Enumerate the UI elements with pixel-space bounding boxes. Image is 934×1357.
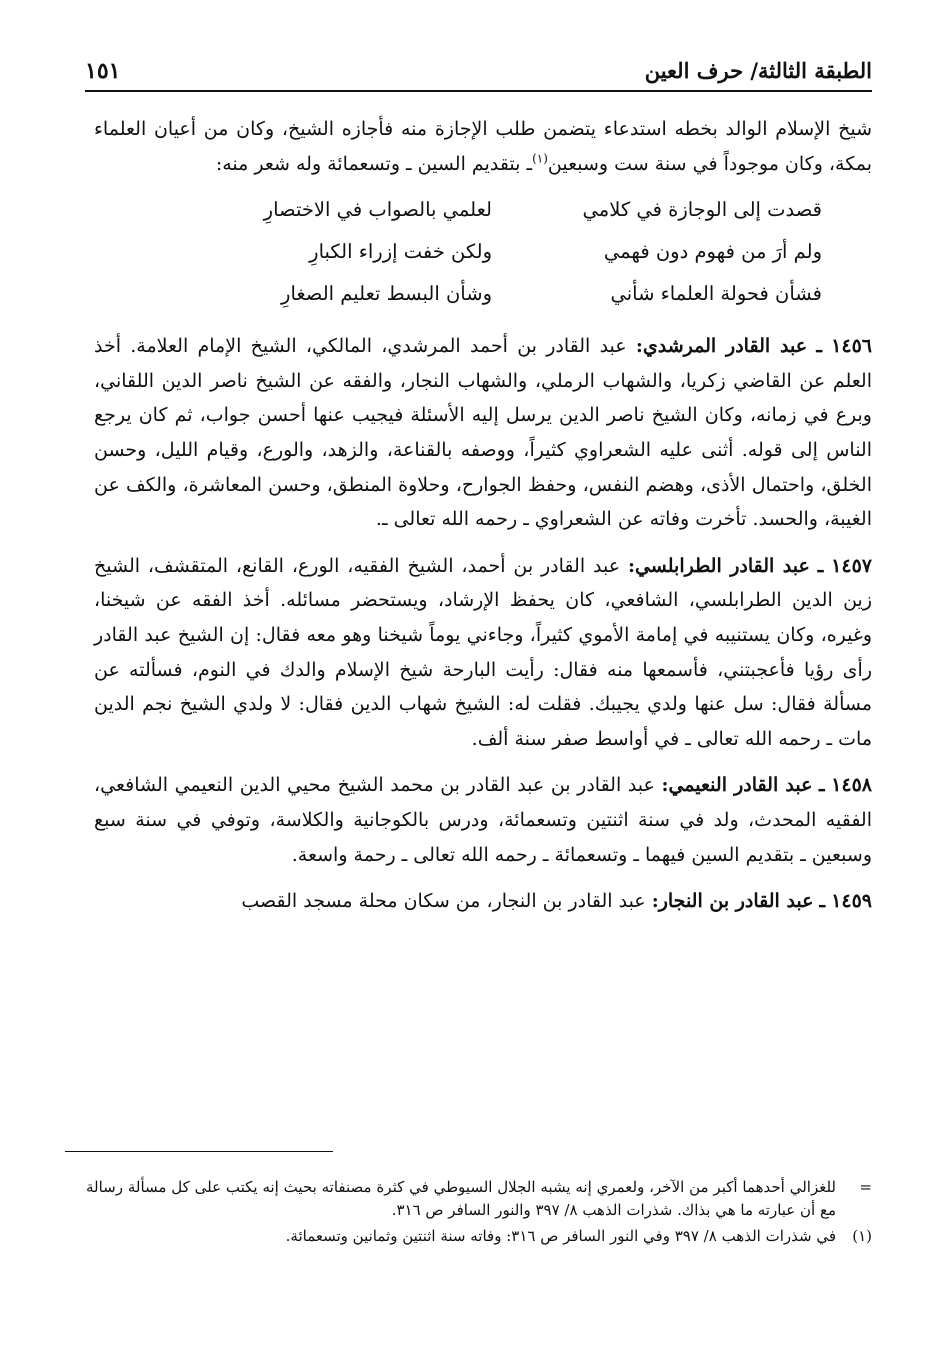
poem	[94, 189, 872, 315]
footnote	[86, 1225, 872, 1248]
footnote-text: في شذرات الذهب ٨/ ٣٩٧ وفي النور السافر ص ٣١٦: وفاته سنة اثنتين وثمانين وتسعمائة.	[285, 1227, 836, 1245]
entry-name: عبد القادر بن النجار:	[651, 890, 814, 913]
biography-entry: ١٤٥٦ ـ عبد القادر المرشدي: عبد القادر بن أحمد المرشدي، المالكي، الشيخ الإمام العلامة. أخذ العلم عن القاضي زكريا، والشهاب الرملي، والشهاب النجار، والفقه عن الشيخ ناصر الدين اللقاني، وبرع في زمانه، وكان الشيخ ناصر الدين يرسل إليه الأسئلة فيجيب عنها أحسن جواب، ثم كان يرجع الناس إلى قوله. أثنى عليه الشعراوي كثيراً، ووصفه بالقناعة، والزهد، والورع، وقيام الليل، وحسن الخلق، واحتمال الأذى، وهضم النفس، وحفظ الجوارح، وحلاوة المنطق، وحسن المعاشرة، والكف عن الغيبة، والحسد. تأخرت وفاته عن الشعراوي ـ رحمه الله تعالى ـ.	[94, 335, 872, 531]
verse-second-hemistich: ولكن خفت إزراء الكبارِ	[309, 240, 492, 264]
intro-paragraph	[94, 112, 872, 181]
footnote	[86, 1176, 872, 1222]
entry-name: عبد القادر المرشدي:	[635, 335, 808, 358]
verse	[94, 189, 872, 231]
intro-text-end: ـ بتقديم السين ـ وتسعمائة وله شعر منه:	[215, 152, 533, 175]
verse-first-hemistich: ولم أرَ من فهوم دون فهمي	[603, 240, 822, 264]
verse-first-hemistich: قصدت إلى الوجازة في كلامي	[582, 198, 822, 222]
biography-entry: ١٤٥٧ ـ عبد القادر الطرابلسي: عبد القادر بن أحمد، الشيخ الفقيه، الورع، القانع، المتقشف، الشيخ زين الدين الطرابلسي، الشافعي، كان يحفظ الإرشاد، ويستحضر مسائله. أخذ الفقه عن شيخنا، وغيره، وكان يستنيبه في إمامة الأموي كثيراً، وجاءني يوماً شيخنا وهو معه فقال: إن الشيخ عبد القادر رأى رؤيا فأعجبتني، فأسمعها منه فقال: رأيت البارحة شيخ الإسلام والدك في النوم، فسألته عن مسألة فقال: سل عنها ولدي يجيبك. فقلت له: الشيخ شهاب الدين فقال: لا ولدي الشيخ نجم الدين مات ـ رحمه الله تعالى ـ في أواسط صفر سنة ألف.	[94, 554, 872, 750]
entry-number: ١٤٥٩	[831, 890, 872, 913]
verse-first-hemistich: فشأن فحولة العلماء شأني	[610, 282, 822, 306]
entry-text: عبد القادر بن عبد القادر بن محمد الشيخ محيي الدين النعيمي الشافعي، الفقيه المحدث، ولد في سنة اثنتين وتسعمائة، ودرس بالكوجانية والكلاسة، وتوفي في سنة سبع وسبعين ـ بتقديم السين فيهما ـ وتسعمائة ـ رحمه الله تعالى ـ رحمة واسعة.	[94, 774, 872, 866]
entry-text: عبد القادر بن أحمد المرشدي، المالكي، الشيخ الإمام العلامة. أخذ العلم عن القاضي زكريا، والشهاب الرملي، والشهاب النجار، والفقه عن الشيخ ناصر الدين اللقاني، وبرع في زمانه، وكان الشيخ ناصر الدين يرسل إليه الأسئلة فيجيب عنها أحسن جواب، ثم كان يرجع الناس إلى قوله. أثنى عليه الشعراوي كثيراً، ووصفه بالقناعة، والزهد، والورع، وقيام الليل، وحسن الخلق، واحتمال الأذى، وهضم النفس، وحفظ الجوارح، وحلاوة المنطق، وحسن المعاشرة، والكف عن الغيبة، والحسد. تأخرت وفاته عن الشعراوي ـ رحمه الله تعالى ـ.	[94, 335, 872, 531]
entry-number: ١٤٥٦	[831, 335, 872, 358]
verse	[94, 231, 872, 273]
footnote-marker: (١)	[852, 1227, 872, 1245]
verse	[94, 273, 872, 315]
footnote-marker: =	[859, 1178, 872, 1196]
entry-text: عبد القادر بن النجار، من سكان محلة مسجد القصب	[241, 890, 646, 913]
intro-text-start: شيخ الإسلام الوالد بخطه استدعاء يتضمن طلب الإجازة منه فأجازه الشيخ، وكان من أعيان العلماء بمكة، وكان موجوداً في سنة ست وسبعين	[94, 118, 872, 175]
running-head: الطبقة الثالثة/ حرف العين	[644, 58, 872, 83]
verse-second-hemistich: وشأن البسط تعليم الصغارِ	[281, 282, 492, 306]
biography-entry: ١٤٥٩ ـ عبد القادر بن النجار: عبد القادر بن النجار، من سكان محلة مسجد القصب	[241, 890, 872, 913]
verse-second-hemistich: لعلمي بالصواب في الاختصارِ	[263, 198, 492, 222]
footnote-divider	[65, 1151, 333, 1152]
entry-name: عبد القادر الطرابلسي:	[627, 554, 810, 577]
biography-entry: ١٤٥٨ ـ عبد القادر النعيمي: عبد القادر بن عبد القادر بن محمد الشيخ محيي الدين النعيمي الشافعي، الفقيه المحدث، ولد في سنة اثنتين وتسعمائة، ودرس بالكوجانية والكلاسة، وتوفي في سنة سبع وسبعين ـ بتقديم السين فيهما ـ وتسعمائة ـ رحمه الله تعالى ـ رحمة واسعة.	[94, 774, 872, 866]
page-number: ١٥١	[85, 58, 121, 84]
main-text	[94, 112, 872, 931]
entry-number: ١٤٥٨	[831, 774, 872, 797]
footnote-text: للغزالي أحدهما أكبر من الآخر، ولعمري إنه يشبه الجلال السيوطي في كثرة مصنفاته بحيث إنه يكتب على كل مسألة رسالة مع أن عبارته ما هي بذاك. شذرات الذهب ٨/ ٣٩٧ والنور السافر ص ٣١٦.	[86, 1178, 836, 1219]
entry-name: عبد القادر النعيمي:	[661, 774, 813, 797]
entry-text: عبد القادر بن أحمد، الشيخ الفقيه، الورع، القانع، المتقشف، الشيخ زين الدين الطرابلسي، الشافعي، كان يحفظ الإرشاد، ويستحضر مسائله. أخذ الفقه عن شيخنا، وغيره، وكان يستنيبه في إمامة الأموي كثيراً، وجاءني يوماً شيخنا وهو معه فقال: إن الشيخ عبد القادر رأى رؤيا فأعجبتني، فأسمعها منه فقال: رأيت البارحة شيخ الإسلام والدك في النوم، فسألته عن مسألة فقال: سل عنها ولدي يجيبك. فقلت له: الشيخ شهاب الدين فقال: لا ولدي الشيخ نجم الدين مات ـ رحمه الله تعالى ـ في أواسط صفر سنة ألف.	[94, 554, 872, 750]
footnotes	[86, 1176, 872, 1248]
page-header	[85, 50, 872, 92]
entry-number: ١٤٥٧	[831, 554, 872, 577]
footnote-ref: (١)	[532, 151, 548, 166]
